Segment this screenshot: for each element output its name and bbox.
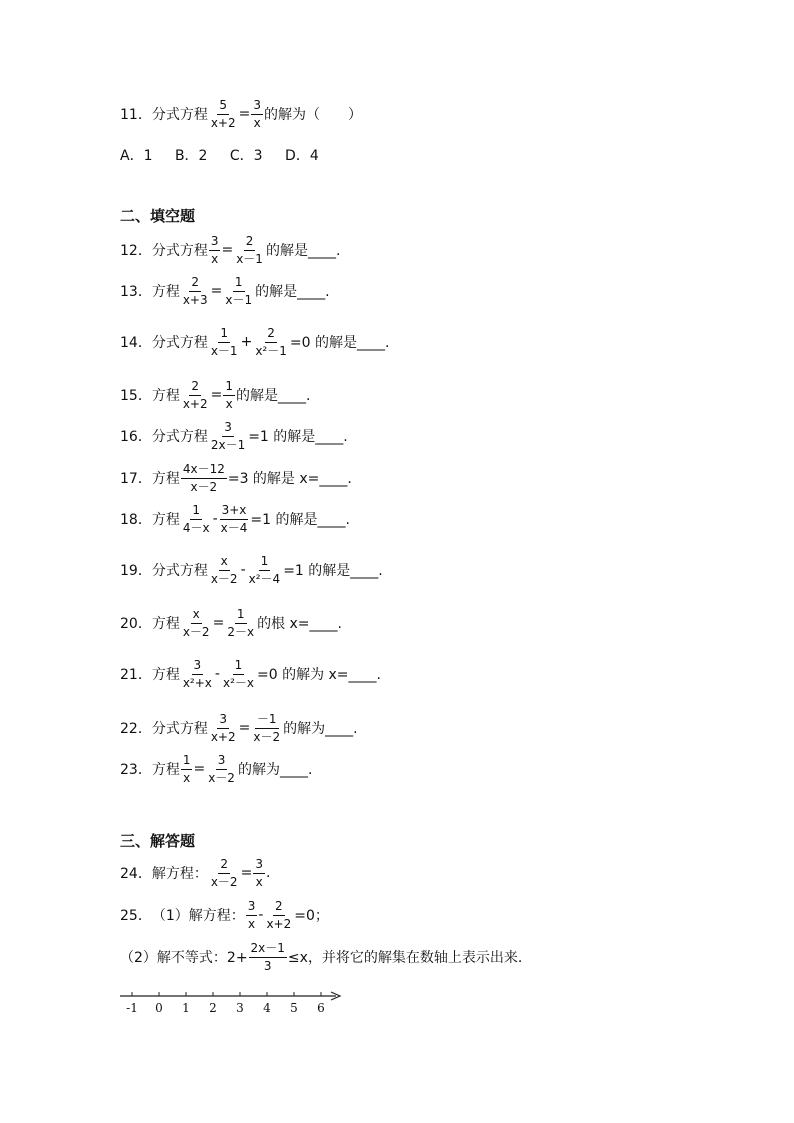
fraction: [209, 420, 247, 453]
operator: =: [238, 720, 251, 736]
denominator: x: [225, 396, 233, 411]
question-21: [120, 654, 381, 694]
denominator: 4－x: [182, 520, 210, 535]
question-number: 25．: [120, 908, 152, 924]
operator: =: [210, 387, 223, 403]
operator: -: [240, 562, 246, 578]
denominator: x－2: [210, 874, 238, 889]
option-a: A．1: [120, 148, 153, 164]
numerator: 3: [251, 98, 263, 115]
numerator: 3: [216, 753, 228, 770]
question-text: 方程: [151, 667, 180, 683]
numerator: 2: [244, 234, 256, 251]
question-number: 23．: [120, 762, 152, 778]
question-text: .: [265, 865, 271, 881]
operator: +: [240, 334, 253, 350]
denominator: x: [253, 115, 261, 130]
number-line-label: 6: [317, 1001, 325, 1015]
question-number: 19．: [120, 563, 152, 579]
numerator: x: [219, 554, 230, 571]
numerator: －1: [255, 712, 279, 729]
question-text: 方程: [151, 284, 180, 300]
denominator: x+2: [210, 729, 236, 744]
question-text: =1 的解是____.: [283, 563, 383, 579]
question-text: ≤x，并将它的解集在数轴上表示出来.: [287, 950, 523, 966]
denominator: x－2: [190, 479, 218, 494]
denominator: x－1: [225, 292, 253, 307]
numerator: 4x－12: [181, 462, 227, 479]
question-18: [120, 499, 350, 539]
denominator: x²+x: [182, 675, 212, 690]
numerator: 2: [273, 899, 285, 916]
operator: -: [212, 511, 218, 527]
denominator: 2－x: [227, 624, 255, 639]
operator: -: [258, 907, 264, 923]
question-text: 的解是____.: [265, 243, 341, 259]
question-text: 的根 x=____.: [257, 616, 342, 632]
fraction: [251, 712, 282, 745]
fraction: [225, 607, 256, 640]
question-text: =3 的解是 x=____.: [227, 471, 352, 487]
fraction: [253, 857, 265, 890]
question-15: [120, 375, 310, 415]
answer-options: [120, 145, 337, 165]
question-number: 18．: [120, 512, 152, 528]
numerator: 3: [246, 899, 258, 916]
number-line-label: 1: [182, 1001, 190, 1015]
numerator: 1: [190, 503, 202, 520]
question-text: =1 的解是____.: [250, 512, 350, 528]
denominator: x－1: [210, 343, 238, 358]
numerator: 1: [235, 607, 247, 624]
denominator: x²－1: [255, 343, 287, 358]
operator: =: [240, 865, 253, 881]
question-24: [120, 853, 270, 893]
denominator: x－2: [210, 571, 238, 586]
option-d: D．4: [285, 148, 319, 164]
question-12: [120, 230, 340, 270]
denominator: x－2: [182, 624, 210, 639]
numerator: 2: [189, 275, 201, 292]
question-number: 21．: [120, 667, 152, 683]
fraction: [181, 503, 212, 536]
question-19: [120, 550, 383, 590]
fraction: [181, 462, 227, 495]
denominator: x: [255, 874, 263, 889]
question-text: 解方程：: [151, 866, 208, 882]
fraction: [246, 899, 258, 932]
denominator: 2x－1: [210, 437, 246, 452]
question-number: 14．: [120, 335, 152, 351]
fraction: [223, 379, 235, 412]
fraction: [221, 658, 256, 691]
question-11: [120, 94, 362, 134]
fraction: [209, 857, 240, 890]
question-text: 的解为____.: [283, 721, 358, 737]
number-line-label: -1: [126, 1001, 138, 1015]
question-text: 方程: [151, 471, 180, 487]
question-text: （1）解方程：: [151, 908, 245, 924]
question-22: [120, 708, 358, 748]
fraction: [264, 899, 293, 932]
numerator: 1: [233, 275, 245, 292]
question-number: 24．: [120, 866, 152, 882]
question-text: 的解为____.: [237, 762, 313, 778]
fraction: [223, 275, 254, 308]
question-text: 分式方程: [151, 563, 208, 579]
question-text: =0 的解是____.: [289, 335, 390, 351]
denominator: x²－x: [222, 675, 254, 690]
section-heading: 二、填空题: [120, 207, 196, 225]
fraction: [209, 712, 238, 745]
fraction: [181, 753, 193, 786]
fraction: [234, 234, 265, 267]
fraction: [181, 658, 214, 691]
operator: =: [238, 106, 251, 122]
question-text: 的解是____.: [255, 284, 330, 300]
numerator: 3: [192, 658, 204, 675]
fraction: [253, 326, 289, 359]
denominator: x－4: [220, 520, 248, 535]
number-line-label: 0: [155, 1001, 163, 1015]
denominator: x: [248, 916, 256, 931]
fraction: [181, 607, 212, 640]
question-text: 分式方程: [151, 429, 208, 445]
operator: =: [210, 283, 223, 299]
denominator: x: [211, 251, 219, 266]
question-text: =0；: [294, 908, 329, 924]
numerator: 1: [181, 753, 193, 770]
question-text: （2）解不等式：2+: [120, 950, 248, 966]
fraction: [206, 753, 237, 786]
question-16: [120, 416, 348, 456]
denominator: x－1: [236, 251, 263, 266]
question-14: [120, 322, 389, 362]
denominator: x²－4: [248, 571, 281, 586]
question-25: [120, 895, 329, 935]
denominator: x+2: [266, 916, 292, 931]
numerator: 5: [217, 98, 229, 115]
question-text: 的解是____.: [236, 388, 311, 404]
numerator: 2: [189, 379, 201, 396]
question-23: [120, 749, 312, 789]
option-b: B．2: [174, 148, 208, 164]
number-line-label: 3: [236, 1001, 244, 1015]
question-number: 15．: [120, 388, 152, 404]
operator: -: [214, 666, 220, 682]
denominator: x－2: [253, 729, 281, 744]
question-text: 分式方程: [151, 335, 208, 351]
number-line-label: 2: [209, 1001, 217, 1015]
fraction: [249, 941, 287, 974]
fraction: [209, 554, 240, 587]
fraction: [181, 379, 210, 412]
question-text: =0 的解为 x=____.: [256, 667, 381, 683]
question-number: 16．: [120, 429, 152, 445]
fraction: [209, 234, 221, 267]
numerator: 1: [223, 379, 235, 396]
numerator: x: [191, 607, 202, 624]
question-25-part-2: [120, 937, 522, 977]
number-line-label: 5: [290, 1001, 298, 1015]
denominator: x+3: [182, 292, 208, 307]
option-c: C．3: [229, 148, 263, 164]
question-text: 方程: [151, 762, 180, 778]
numerator: 1: [218, 326, 230, 343]
question-text: 方程: [151, 388, 180, 404]
fraction: [209, 98, 238, 131]
question-text: 分式方程: [151, 107, 208, 123]
operator: =: [193, 761, 206, 777]
question-number: 13．: [120, 284, 152, 300]
operator: =: [221, 242, 234, 258]
question-number: 12．: [120, 243, 152, 259]
numerator: 1: [259, 554, 271, 571]
numerator: 3: [217, 712, 229, 729]
section-heading: 三、解答题: [120, 832, 196, 850]
numerator: 3: [222, 420, 234, 437]
number-line: [118, 988, 348, 1018]
denominator: x: [183, 770, 191, 785]
question-number: 11．: [120, 107, 152, 123]
denominator: 3: [263, 958, 272, 973]
numerator: 3: [253, 857, 265, 874]
question-20: [120, 603, 342, 643]
fraction: [247, 554, 283, 587]
fraction: [181, 275, 210, 308]
question-text: =1 的解是____.: [248, 429, 348, 445]
numerator: 2: [218, 857, 230, 874]
question-17: [120, 458, 352, 498]
question-text: 分式方程: [151, 243, 208, 259]
question-text: 分式方程: [151, 721, 208, 737]
operator: =: [212, 615, 225, 631]
numerator: 3+x: [220, 503, 249, 520]
question-text: 方程: [151, 616, 180, 632]
numerator: 2x－1: [249, 941, 287, 958]
fraction: [251, 98, 263, 131]
denominator: x－2: [208, 770, 235, 785]
question-number: 17．: [120, 471, 152, 487]
question-text: 的解为（ ）: [264, 107, 362, 123]
numerator: 3: [209, 234, 221, 251]
fraction: [219, 503, 250, 536]
numerator: 1: [233, 658, 245, 675]
number-line-label: 4: [263, 1001, 271, 1015]
question-text: 方程: [151, 512, 180, 528]
denominator: x+2: [182, 396, 208, 411]
denominator: x+2: [210, 115, 236, 130]
question-13: [120, 271, 330, 311]
numerator: 2: [265, 326, 277, 343]
question-number: 20．: [120, 616, 152, 632]
fraction: [209, 326, 240, 359]
question-number: 22．: [120, 721, 152, 737]
